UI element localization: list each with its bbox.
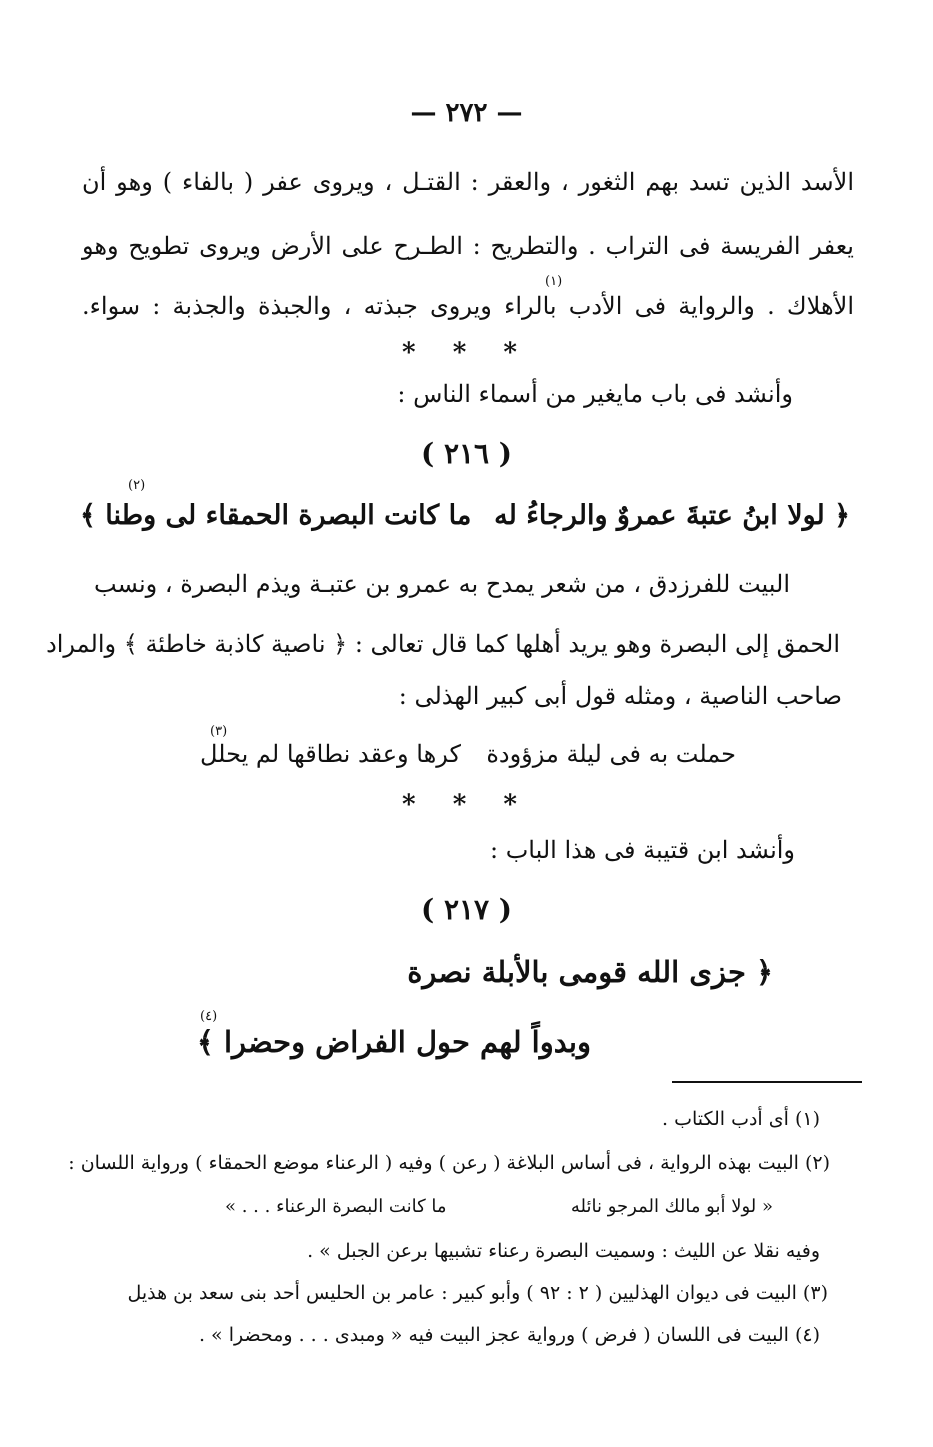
footnote-ref: (٤) bbox=[200, 1009, 218, 1024]
paragraph-line: الحمق إلى البصرة وهو يريد أهلها كما قال تعالى : ﴿ ناصية كاذبة خاطئة ﴾ والمراد bbox=[46, 630, 840, 658]
verse-second-hemistich: ما كانت البصرة الحمقاء لى وطنا ﴾ bbox=[80, 500, 472, 531]
footnote-divider bbox=[672, 1081, 862, 1083]
footnote-3: (٣) البيت فى ديوان الهذليين ( ٢ : ٩٢ ) وأبو كبير : عامر بن الحليس أحد بنى سعد بن هذيل bbox=[127, 1282, 828, 1304]
verse-217-line1: ﴿ جزى الله قومى بالأبلة نصرة bbox=[407, 955, 773, 989]
verse-217-line2: وبدواً لهم حول الفراض وحضرا ﴾ bbox=[196, 1025, 591, 1059]
verse-intro: وأنشد ابن قتيبة فى هذا الباب : bbox=[489, 836, 795, 864]
verse-intro: وأنشد فى باب مايغير من أسماء الناس : bbox=[397, 380, 793, 408]
footnote-1: (١) أى أدب الكتاب . bbox=[662, 1108, 820, 1130]
verse-number: ( ٢١٧ ) bbox=[420, 893, 513, 926]
footnote-ref: (١) bbox=[545, 274, 563, 289]
verse-number: ( ٢١٦ ) bbox=[420, 437, 513, 470]
verse-second-hemistich: كرها وعقد نطاقها لم يحلل bbox=[200, 740, 461, 768]
verse-216 bbox=[80, 500, 850, 550]
paragraph-line: صاحب الناصية ، ومثله قول أبى كبير الهذلى : bbox=[398, 682, 842, 710]
verse-first-hemistich: حملت به فى ليلة مزؤودة bbox=[486, 740, 736, 768]
footnote-ref: (٣) bbox=[210, 724, 228, 739]
paragraph-line: البيت للفرزدق ، من شعر يمدح به عمرو بن عتبـة ويذم البصرة ، ونسب bbox=[94, 570, 790, 598]
paragraph-line: يعفر الفريسة فى التراب . والتطريح : الطـرح على الأرض ويروى تطويح وهو bbox=[82, 232, 854, 260]
paragraph-line: الأسد الذين تسد بهم الثغور ، والعقر : القتـل ، ويروى عفر ( بالفاء ) وهو أن bbox=[82, 168, 854, 196]
footnote-ref: (٢) bbox=[128, 478, 146, 493]
separator-stars: * * * bbox=[402, 338, 531, 368]
footnote-verse-second: ما كانت البصرة الرعناء . . . » bbox=[225, 1196, 447, 1217]
footnote-verse-first: « لولا أبو مالك المرجو نائله bbox=[570, 1196, 773, 1217]
footnote-2-verse bbox=[225, 1196, 773, 1224]
footnote-4: (٤) البيت فى اللسان ( فرض ) ورواية عجز البيت فيه « ومبدى . . . ومحضرا » . bbox=[198, 1324, 820, 1346]
verse-hudhali bbox=[200, 740, 736, 784]
footnote-2-cont: وفيه نقلا عن الليث : وسميت البصرة رعناء تشبيها برعن الجبل » . bbox=[307, 1240, 820, 1262]
verse-first-hemistich: ﴿ لولا ابنُ عتبةَ عمروٌ والرجاءُ له bbox=[494, 500, 850, 531]
page-number: — ٢٧٢ — bbox=[410, 98, 523, 128]
separator-stars: * * * bbox=[402, 790, 531, 820]
paragraph-line: الأهلاك . والرواية فى الأدب بالراء ويروى جبذته ، والجبذة والجذبة : سواء. bbox=[82, 292, 854, 320]
footnote-2: (٢) البيت بهذه الرواية ، فى أساس البلاغة ( رعن ) وفيه ( الرعناء موضع الحمقاء ) ورواية اللسان : bbox=[68, 1152, 830, 1174]
